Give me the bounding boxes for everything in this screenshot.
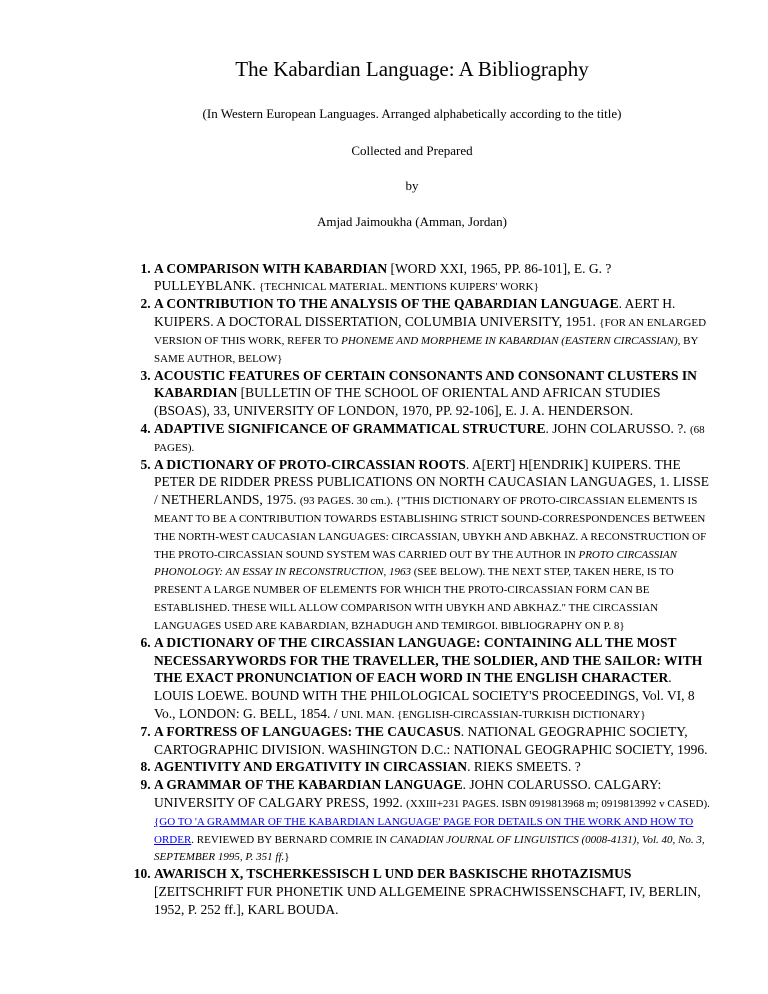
entry-segment-small: }: [284, 851, 290, 864]
entry-segment-title: A GRAMMAR OF THE KABARDIAN LANGUAGE: [154, 777, 463, 793]
page-title: The Kabardian Language: A Bibliography: [235, 57, 589, 81]
entry-segment-small: UNI. MAN. {ENGLISH-CIRCASSIAN-TURKISH DICTIONARY}: [340, 708, 646, 721]
entry-segment-title: A DICTIONARY OF THE CIRCASSIAN LANGUAGE: CONTAINING ALL THE MOST NECESSARYWORDS FOR THE TRAVELLER, THE SOLDIER, AND THE SAILOR: WITH THE EXACT PRONUNCIATION OF EACH WORD IN THE ENGLISH CHARACTER: [154, 634, 703, 686]
bibliography-entry: [154, 758, 710, 776]
entry-segment-small: (XXIII+231 PAGES. ISBN 0919813968 m; 0919813992 v CASED).: [406, 798, 710, 810]
document-header: [114, 56, 710, 230]
entry-segment-small: , BY SAME AUTHOR, BELOW}: [154, 334, 698, 365]
bibliography-entry: [154, 367, 710, 420]
entry-segment-small-italic: PROTO CIRCASSIAN PHONOLOGY: AN ESSAY IN RECONSTRUCTION, 1963: [154, 548, 677, 579]
bibliography-entry: [154, 723, 710, 759]
bibliography-entry: [154, 456, 710, 634]
document-content: [114, 56, 710, 919]
bibliography-list: [114, 260, 710, 919]
entry-segment-normal: [ZEITSCHRIFT FUR PHONETIK UND ALLGEMEINE SPRACHWISSENSCHAFT, IV, BERLIN, 1952, P. 252 ff.], KARL BOUDA.: [154, 884, 701, 917]
entry-segment-title: A COMPARISON WITH KABARDIAN: [154, 260, 388, 276]
collected-line: Collected and Prepared: [351, 142, 473, 158]
entry-segment-normal: . RIEKS SMEETS. ?: [467, 759, 581, 775]
by-line: by: [405, 178, 419, 194]
bibliography-entry: [154, 420, 710, 456]
bibliography-entry: [154, 260, 710, 296]
entry-segment-small: (68 PAGES).: [154, 423, 705, 454]
document-subtitle: (In Western European Languages. Arranged alphabetically according to the title): [202, 106, 622, 122]
bibliography-entry: [154, 776, 710, 865]
entry-segment-small: (93 PAGES. 30 cm.). {"THIS DICTIONARY OF PROTO-CIRCASSIAN ELEMENTS IS MEANT TO BE A CONTRIBUTION TOWARDS ESTABLISHING STRICT SOUND-CORRESPONDENCES BETWEEN THE NORTH-WEST CAUCASIAN LANGUAGES: CIRCASSIAN, UBYKH AND ABKHAZ. A RECONSTRUCTION OF THE PROTO-CIRCASSIAN SOUND SYSTEM WAS CARRIED OUT BY THE AUTHOR IN: [154, 495, 707, 561]
entry-segment-normal: . LOUIS LOEWE. BOUND WITH THE PHILOLOGICAL SOCIETY'S PROCEEDINGS, Vol. VI, 8 Vo., LONDON: G. BELL, 1854. /: [154, 670, 695, 721]
entry-segment-title: AGENTIVITY AND ERGATIVITY IN CIRCASSIAN: [154, 759, 468, 775]
entry-segment-normal: . AERT H. KUIPERS. A DOCTORAL DISSERTATION, COLUMBIA UNIVERSITY, 1951.: [154, 296, 676, 330]
entry-segment-title: AWARISCH X, TSCHERKESSISCH L UND DER BASKISCHE RHOTAZISMUS: [154, 866, 632, 882]
entry-segment-title: A CONTRIBUTION TO THE ANALYSIS OF THE QABARDIAN LANGUAGE: [154, 296, 619, 312]
entry-segment-small: {TECHNICAL MATERIAL. MENTIONS KUIPERS' WORK}: [259, 281, 539, 294]
bibliography-entry: [154, 295, 710, 366]
bibliography-entry: [154, 865, 710, 918]
entry-segment-normal: . JOHN COLARUSSO. CALGARY: UNIVERSITY OF CALGARY PRESS, 1992.: [154, 777, 662, 810]
entry-segment-small-italic: PHONEME AND MORPHEME IN KABARDIAN (EASTERN CIRCASSIAN): [341, 334, 678, 347]
entry-segment-normal: . NATIONAL GEOGRAPHIC SOCIETY, CARTOGRAPHIC DIVISION. WASHINGTON D.C.: NATIONAL GEOGRAPHIC SOCIETY, 1996.: [154, 723, 708, 757]
entry-segment-normal: [BULLETIN OF THE SCHOOL OF ORIENTAL AND AFRICAN STUDIES (BSOAS), 33, UNIVERSITY OF LONDON, 1970, PP. 92-106], E. J. A. HENDERSON.: [154, 385, 661, 419]
entry-segment-small-italic: CANADIAN JOURNAL OF LINGUISTICS (0008-4131), Vol. 40, No. 3, SEPTEMBER 1995, P. 351 ff.: [154, 833, 705, 864]
entry-segment-normal: . A[ERT] H[ENDRIK] KUIPERS. THE PETER DE RIDDER PRESS PUBLICATIONS ON NORTH CAUCASIAN LANGUAGES, 1. LISSE / NETHERLANDS, 1975.: [154, 456, 709, 508]
author-line: Amjad Jaimoukha (Amman, Jordan): [317, 214, 507, 230]
entry-segment-title: ACOUSTIC FEATURES OF CERTAIN CONSONANTS AND CONSONANT CLUSTERS IN KABARDIAN: [154, 367, 697, 401]
entry-segment-small: . REVIEWED BY BERNARD COMRIE IN: [191, 833, 390, 846]
entry-segment-title: ADAPTIVE SIGNIFICANCE OF GRAMMATICAL STRUCTURE: [154, 420, 546, 436]
entry-segment-normal: [WORD XXI, 1965, PP. 86-101], E. G. ? PULLEYBLANK.: [154, 260, 612, 294]
order-details-link[interactable]: {GO TO 'A GRAMMAR OF THE KABARDIAN LANGUAGE' PAGE FOR DETAILS ON THE WORK AND HOW TO ORDER: [154, 815, 694, 846]
entry-segment-small: {FOR AN ENLARGED VERSION OF THIS WORK, REFER TO: [154, 317, 707, 347]
entry-segment-small: (SEE BELOW). THE NEXT STEP, TAKEN HERE, IS TO PRESENT A LARGE NUMBER OF ELEMENTS FOR WHICH THE PROTO-CIRCASSIAN FORM CAN BE ESTABLISHED. THESE WILL ALLOW COMPARISON WITH UBYKH AND ABKHAZ." THE CIRCASSIAN LANGUAGES USED ARE KABARDIAN, BZHADUGH AND TEMIRGOI. BIBLIOGRAPHY ON P. 8}: [154, 566, 674, 632]
entry-segment-title: A DICTIONARY OF PROTO-CIRCASSIAN ROOTS: [154, 456, 466, 472]
entry-segment-title: A FORTRESS OF LANGUAGES: THE CAUCASUS: [154, 723, 461, 739]
entry-segment-normal: . JOHN COLARUSSO. ?.: [545, 420, 690, 436]
bibliography-entry: [154, 634, 710, 723]
